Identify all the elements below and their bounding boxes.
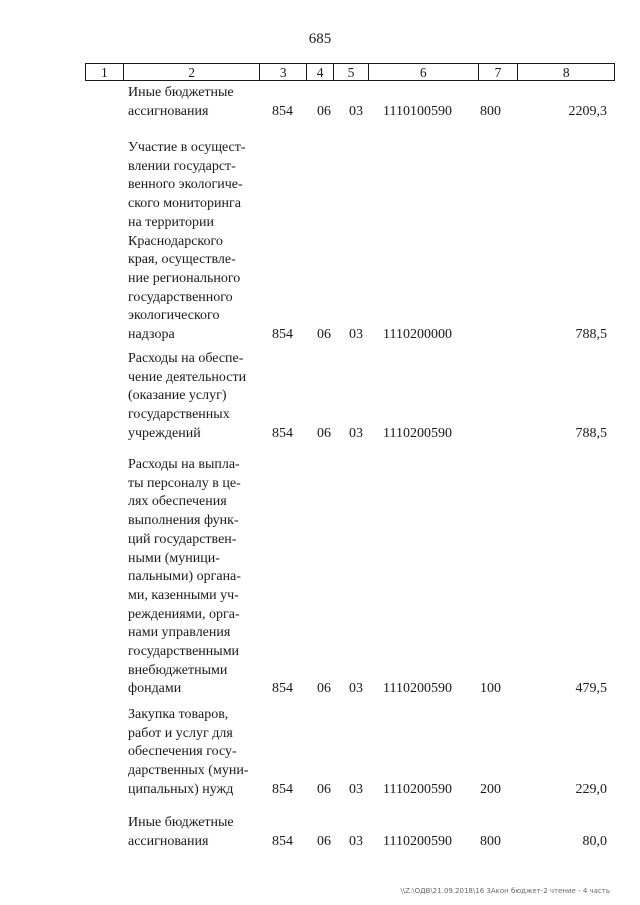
- cell-c7: 800: [480, 833, 501, 849]
- row-description: [128, 814, 258, 851]
- row-description: [128, 706, 258, 800]
- description-line: нами управления: [128, 625, 231, 641]
- description-line: надзора: [128, 327, 175, 343]
- description-line: государственного: [128, 289, 233, 305]
- header-col-5: 5: [334, 64, 369, 80]
- cell-c3: 854: [272, 425, 293, 441]
- description-line: ассигнования: [128, 103, 209, 119]
- cell-c8: 479,5: [575, 681, 607, 697]
- description-line: Расходы на обеспе-: [128, 351, 244, 366]
- description-line: ципальных) нужд: [128, 781, 234, 797]
- header-col-8: 8: [562, 65, 570, 80]
- description-line: реждениями, орга-: [128, 606, 240, 622]
- row-description: [128, 84, 258, 121]
- description-line: дарственных (муни-: [128, 763, 249, 779]
- cell-c8: 2209,3: [568, 103, 607, 119]
- description-line: (оказание услуг): [128, 388, 227, 404]
- header-col-6: 6: [369, 64, 479, 80]
- cell-c4: 06: [317, 327, 331, 342]
- description-line: влении государст-: [128, 158, 236, 174]
- description-line: ты персоналу в це-: [128, 475, 241, 491]
- description-line: работ и услуг для: [128, 725, 233, 741]
- cell-c6: 1110200590: [383, 425, 452, 441]
- cell-c7: 100: [480, 681, 501, 697]
- cell-c6: 1110200590: [383, 781, 452, 797]
- description-line: края, осуществле-: [128, 252, 236, 268]
- description-line: ми, казенными уч-: [128, 587, 239, 603]
- header-col-1: 1: [86, 64, 124, 80]
- cell-c8: 80,0: [582, 833, 607, 849]
- description-line: фондами: [128, 681, 182, 697]
- cell-c7: 800: [480, 103, 501, 119]
- header-col-3: 3: [260, 64, 307, 80]
- cell-c5: 03: [349, 425, 363, 441]
- description-line: Иные бюджетные: [128, 85, 234, 100]
- cell-c6: 1110100590: [383, 103, 452, 119]
- description-line: Расходы на выпла-: [128, 457, 240, 472]
- cell-c3: 854: [272, 327, 293, 342]
- description-line: ние регионального: [128, 270, 241, 286]
- cell-c6: 1110200590: [383, 681, 452, 697]
- header-col-2: 2: [124, 64, 260, 80]
- cell-c3: 854: [272, 681, 293, 697]
- cell-c7: 200: [480, 781, 501, 797]
- cell-c3: 854: [272, 103, 293, 119]
- description-line: на территории: [128, 214, 214, 230]
- footer-file-path: \\Z:\ОДВ\21.09.2018\16 ЗАкон бюджет-2 чтение - 4 часть: [400, 887, 610, 895]
- cell-c8: 229,0: [575, 781, 607, 797]
- description-line: ассигнования: [128, 833, 209, 849]
- description-line: обеспечения госу-: [128, 744, 237, 760]
- description-line: Иные бюджетные: [128, 815, 234, 830]
- description-line: лях обеспечения: [128, 494, 227, 510]
- description-line: ными (муници-: [128, 550, 220, 566]
- cell-c4: 06: [317, 425, 331, 441]
- description-line: Краснодарского: [128, 233, 223, 249]
- cell-c5: 03: [349, 103, 363, 119]
- description-line: учреждений: [128, 425, 201, 441]
- description-line: экологического: [128, 308, 220, 324]
- cell-c4: 06: [317, 103, 331, 119]
- cell-c4: 06: [317, 833, 331, 849]
- description-line: Участие в осущест-: [128, 140, 246, 155]
- row-description: [128, 350, 258, 444]
- page-number: 685: [308, 31, 332, 47]
- cell-c5: 03: [349, 681, 363, 697]
- table-header: [85, 63, 615, 81]
- description-line: венного экологиче-: [128, 177, 243, 193]
- row-description: [128, 139, 258, 345]
- cell-c5: 03: [349, 833, 363, 849]
- cell-c6: 1110200590: [383, 833, 452, 849]
- cell-c3: 854: [272, 833, 293, 849]
- cell-c4: 06: [317, 781, 331, 797]
- description-line: выполнения функ-: [128, 513, 239, 529]
- cell-c5: 03: [349, 327, 363, 342]
- cell-c5: 03: [349, 781, 363, 797]
- description-line: государственными: [128, 644, 240, 660]
- header-col-7: 7: [479, 64, 519, 80]
- cell-c4: 06: [317, 681, 331, 697]
- description-line: государственных: [128, 407, 230, 423]
- cell-c3: 854: [272, 781, 293, 797]
- cell-c8: 788,5: [575, 327, 607, 342]
- cell-c6: 1110200000: [383, 327, 452, 342]
- description-line: Закупка товаров,: [128, 707, 229, 722]
- row-description: [128, 456, 258, 699]
- description-line: ций государствен-: [128, 531, 237, 547]
- description-line: чение деятельности: [128, 369, 247, 385]
- header-col-4: 4: [307, 64, 334, 80]
- description-line: ского мониторинга: [128, 196, 241, 212]
- cell-c8: 788,5: [575, 425, 607, 441]
- description-line: внебюджетными: [128, 662, 228, 678]
- description-line: пальными) органа-: [128, 569, 241, 585]
